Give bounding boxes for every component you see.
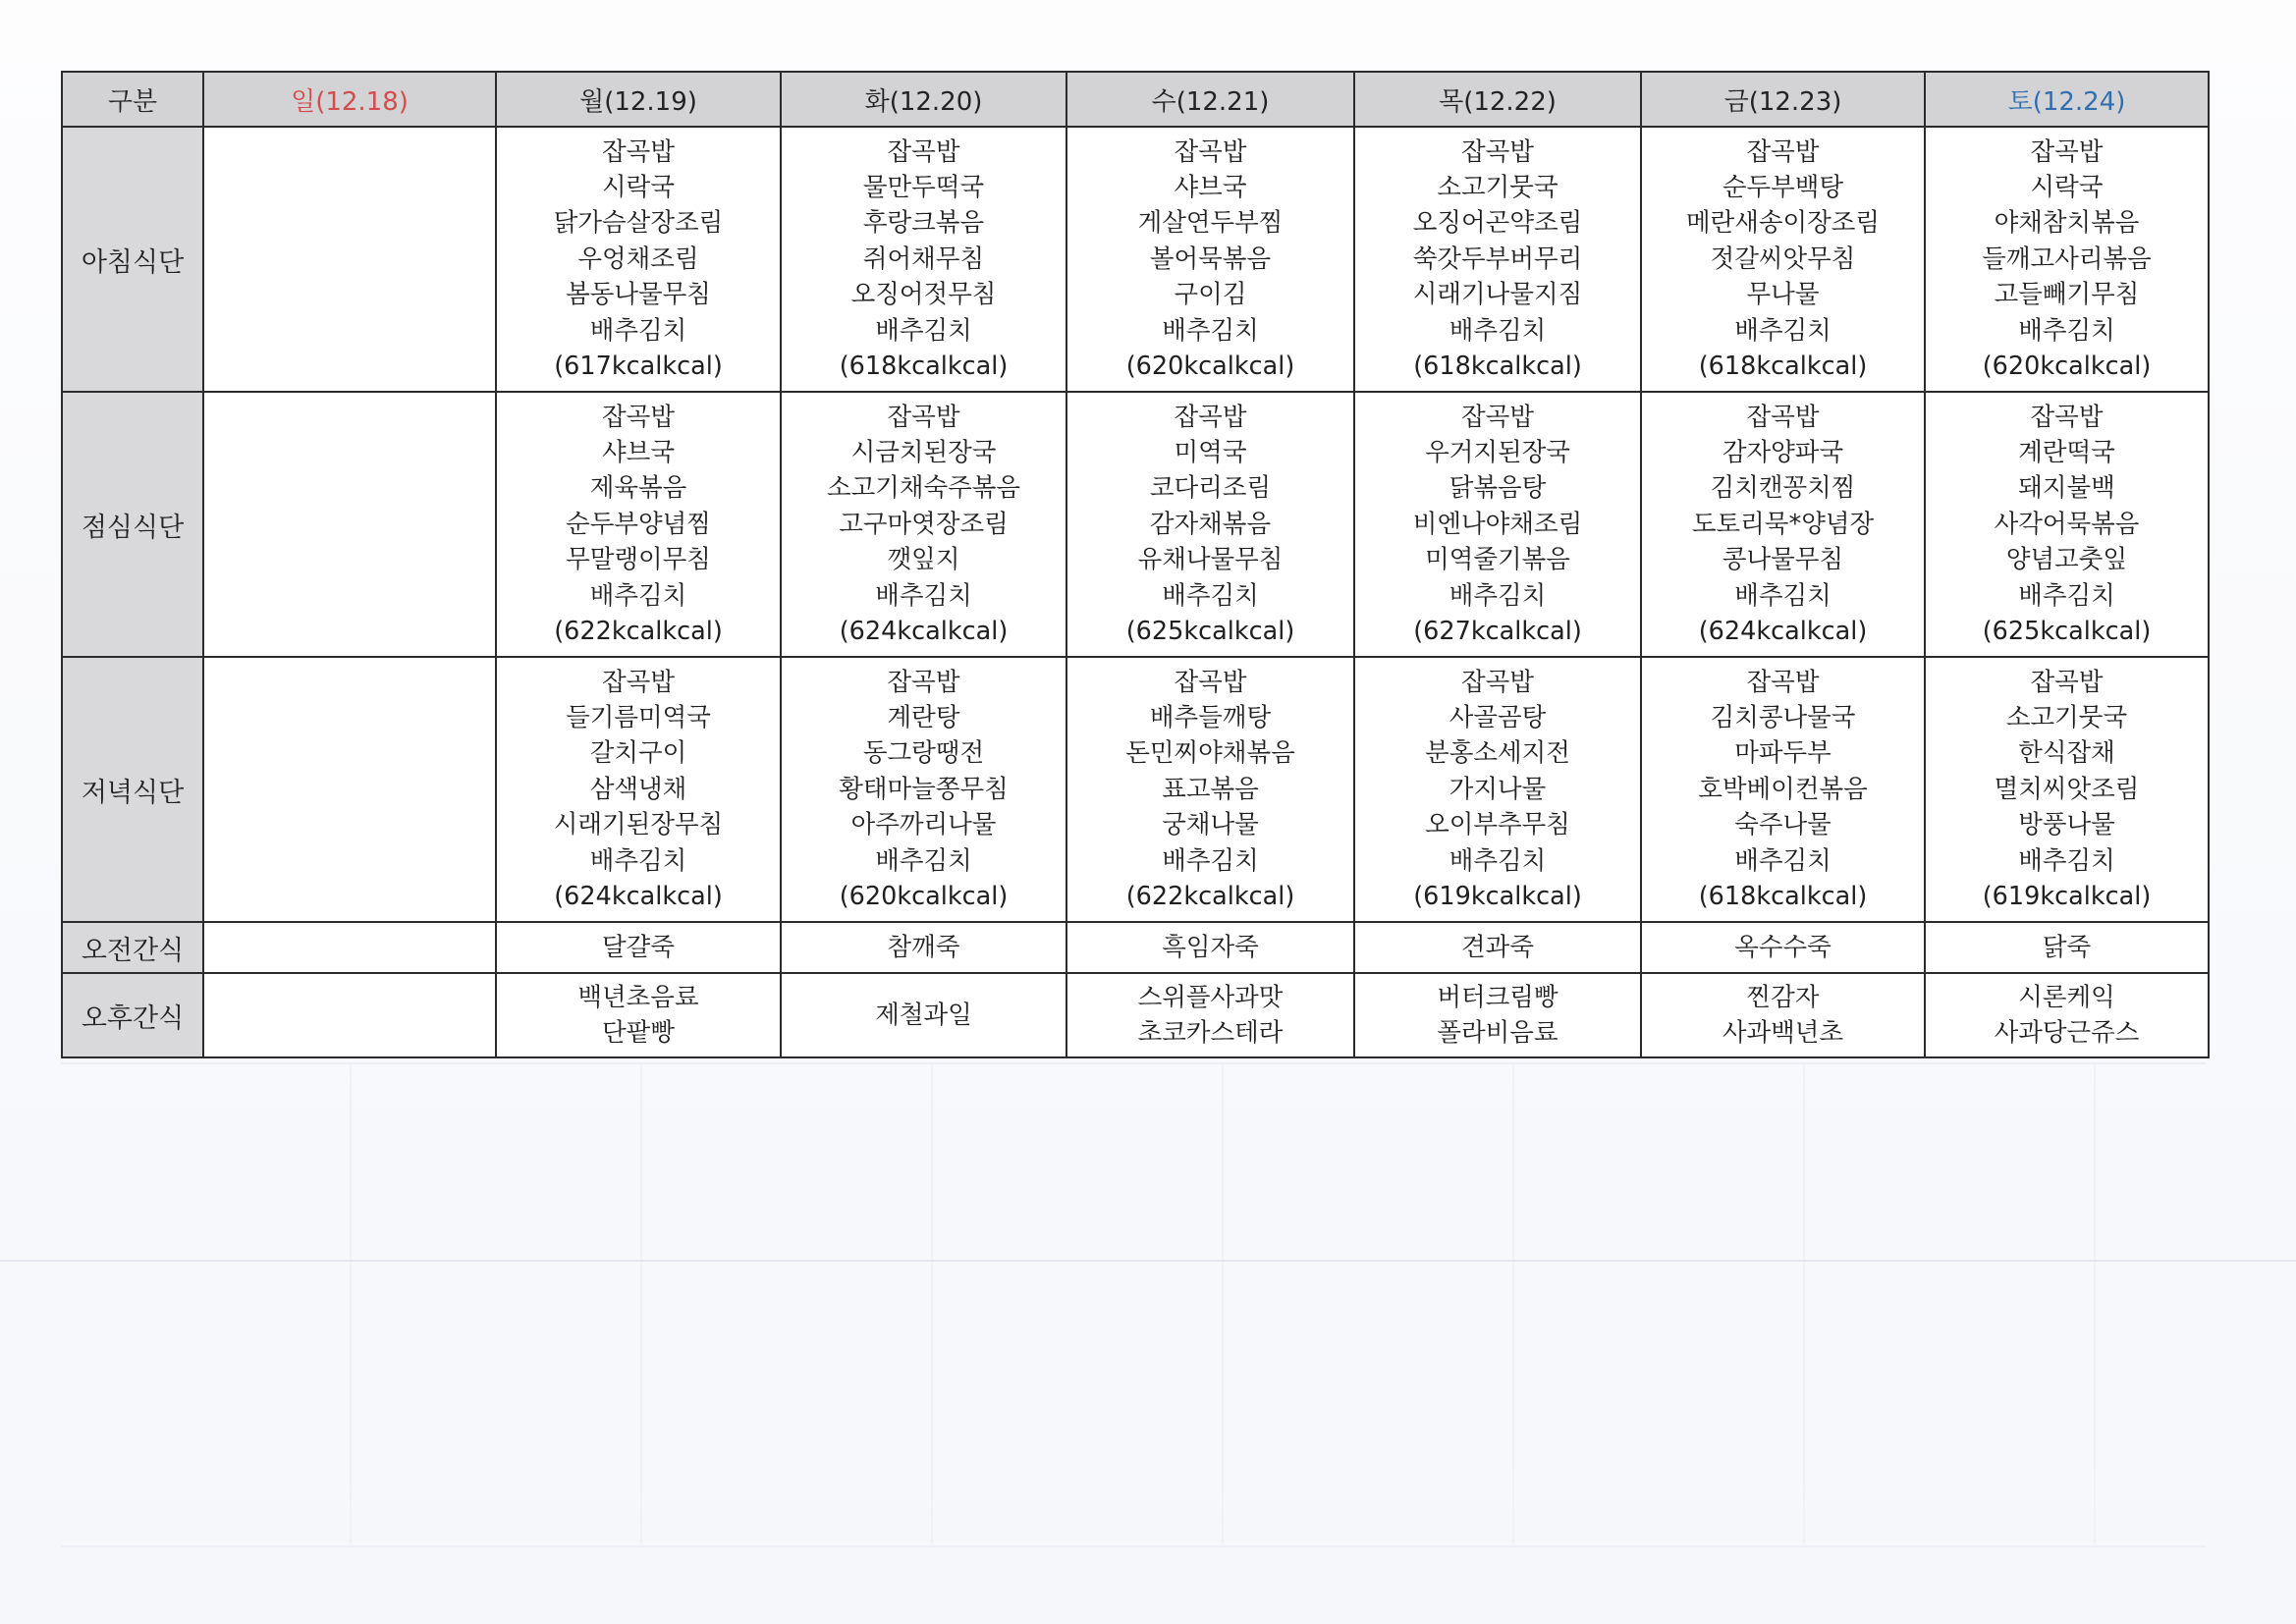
menu-item: 젓갈씨앗무침 (1710, 244, 1856, 274)
menu-item: (625kcalkcal) (1125, 617, 1295, 647)
menu-cell-sun (203, 657, 496, 922)
menu-items (497, 131, 780, 389)
menu-item: (618kcalkcal) (1698, 352, 1868, 382)
row-label: 아침식단 (62, 127, 203, 392)
menu-item: 배추김치 (589, 580, 687, 611)
menu-item: 잡곡밥 (1174, 402, 1247, 432)
menu-items (1642, 661, 1924, 919)
menu-cell-thu (1354, 973, 1641, 1057)
menu-item: 단팥빵 (602, 1018, 675, 1048)
menu-item: 배추김치 (1449, 315, 1547, 346)
menu-item: 배추김치 (1449, 845, 1547, 876)
menu-cell-wed (1066, 127, 1354, 392)
paper-fold-line (0, 1260, 2296, 1262)
menu-item: 배추김치 (875, 580, 972, 611)
menu-cell-mon (496, 127, 781, 392)
menu-items (1067, 661, 1353, 919)
menu-item: 샤브국 (1174, 172, 1247, 202)
menu-item: 우엉채조림 (577, 244, 699, 274)
menu-cell-tue (781, 922, 1066, 973)
menu-item: 들기름미역국 (566, 702, 711, 732)
menu-item: 잡곡밥 (1746, 136, 1820, 167)
menu-cell-thu (1354, 127, 1641, 392)
menu-item: (624kcalkcal) (1698, 617, 1868, 647)
menu-item: 흑임자죽 (1162, 932, 1259, 962)
menu-items (1067, 976, 1353, 1056)
menu-items (1067, 926, 1353, 969)
row-label: 오후간식 (62, 973, 203, 1057)
menu-items (782, 131, 1066, 389)
menu-item: 콩나물무침 (1722, 545, 1844, 575)
menu-cell-sun (203, 127, 496, 392)
menu-items (204, 944, 495, 951)
menu-item: 김치캔꽁치찜 (1710, 473, 1856, 504)
menu-item: 오이부추무침 (1425, 810, 1570, 840)
menu-item: (622kcalkcal) (1125, 882, 1295, 912)
menu-item: 비엔나야채조림 (1412, 509, 1583, 539)
menu-item: 잡곡밥 (1461, 667, 1534, 697)
menu-cell-mon (496, 922, 781, 973)
menu-items (204, 785, 495, 793)
menu-item: 갈치구이 (589, 738, 687, 769)
menu-item: 잡곡밥 (1461, 136, 1534, 167)
menu-item: 잡곡밥 (887, 667, 960, 697)
menu-items (782, 661, 1066, 919)
menu-cell-thu (1354, 392, 1641, 657)
menu-item: 배추김치 (1734, 580, 1831, 611)
menu-items (782, 926, 1066, 969)
menu-item: 코다리조림 (1149, 473, 1272, 504)
menu-item: 사골곰탕 (1449, 702, 1547, 732)
menu-item: 마파두부 (1734, 738, 1831, 769)
menu-item: 시락국 (602, 172, 675, 202)
menu-item: 멸치씨앗조림 (1994, 774, 2140, 804)
menu-item: 호박베이컨볶음 (1698, 774, 1868, 804)
menu-items (1926, 976, 2208, 1056)
menu-item: 들깨고사리볶음 (1982, 244, 2152, 274)
menu-item: 배추김치 (1162, 580, 1259, 611)
menu-item: (620kcalkcal) (1982, 352, 2152, 382)
menu-item: 배추김치 (875, 315, 972, 346)
menu-item: 순두부백탕 (1722, 172, 1844, 202)
menu-items (1355, 926, 1640, 969)
menu-items (497, 926, 780, 969)
menu-item: (617kcalkcal) (554, 352, 723, 382)
weekly-menu-table (61, 71, 2210, 1058)
menu-items (204, 255, 495, 263)
menu-cell-sun (203, 392, 496, 657)
menu-item: 분홍소세지전 (1425, 738, 1570, 769)
menu-item: 표고볶음 (1162, 774, 1259, 804)
menu-item: 잡곡밥 (1174, 667, 1247, 697)
menu-item: 도토리묵*양념장 (1691, 509, 1875, 539)
menu-cell-tue (781, 973, 1066, 1057)
menu-item: 사과백년초 (1722, 1018, 1844, 1048)
menu-item: (622kcalkcal) (554, 617, 723, 647)
menu-item: 찐감자 (1746, 982, 1820, 1012)
menu-cell-sat (1925, 127, 2209, 392)
menu-items (497, 661, 780, 919)
menu-item: 물만두떡국 (862, 172, 985, 202)
menu-item: 양념고춧잎 (2005, 545, 2128, 575)
menu-item: 잡곡밥 (602, 402, 675, 432)
menu-items (782, 396, 1066, 654)
menu-items (1355, 661, 1640, 919)
menu-item: 잡곡밥 (2030, 667, 2104, 697)
menu-cell-sat (1925, 657, 2209, 922)
bleed-through-table (61, 1062, 2206, 1547)
menu-item: 시론케익 (2018, 982, 2115, 1012)
menu-item: 잡곡밥 (2030, 136, 2104, 167)
menu-cell-thu (1354, 657, 1641, 922)
menu-item: 잡곡밥 (2030, 402, 2104, 432)
menu-cell-tue (781, 392, 1066, 657)
menu-items (1642, 396, 1924, 654)
menu-item: (627kcalkcal) (1413, 617, 1582, 647)
menu-items (204, 1011, 495, 1019)
menu-item: 제철과일 (875, 1000, 972, 1030)
menu-item: 메란새송이장조림 (1685, 208, 1881, 239)
menu-item: 우거지된장국 (1425, 437, 1570, 467)
menu-items (1642, 926, 1924, 969)
morning-snack-row (62, 922, 2209, 973)
menu-item: 무말랭이무침 (566, 545, 711, 575)
day-header-sun: 일(12.18) (203, 72, 496, 127)
menu-item: 배추김치 (1734, 845, 1831, 876)
menu-items (1355, 131, 1640, 389)
menu-item: 볼어묵볶음 (1149, 244, 1272, 274)
menu-item: 초코카스테라 (1137, 1018, 1284, 1048)
menu-item: (619kcalkcal) (1413, 882, 1582, 912)
menu-items (1642, 976, 1924, 1056)
day-header-fri: 금(12.23) (1641, 72, 1925, 127)
menu-item: (620kcalkcal) (839, 882, 1009, 912)
menu-item: 삼색냉채 (589, 774, 687, 804)
menu-cell-sat (1925, 392, 2209, 657)
menu-item: 순두부양념찜 (566, 509, 711, 539)
menu-item: 야채참치볶음 (1994, 208, 2140, 239)
menu-item: 닭가슴살장조림 (553, 208, 724, 239)
menu-item: 버터크림빵 (1437, 982, 1558, 1012)
menu-item: (618kcalkcal) (1413, 352, 1582, 382)
menu-item: 백년초음료 (577, 982, 699, 1012)
menu-item: 유채나물무침 (1137, 545, 1284, 575)
day-header-sat: 토(12.24) (1925, 72, 2209, 127)
menu-items (497, 396, 780, 654)
menu-cell-sun (203, 922, 496, 973)
menu-items (1926, 926, 2208, 969)
menu-item: 구이김 (1174, 280, 1247, 310)
menu-item: 닭볶음탕 (1449, 473, 1547, 504)
menu-item: 시래기된장무침 (553, 810, 724, 840)
header-row (62, 72, 2209, 127)
menu-cell-fri (1641, 973, 1925, 1057)
menu-cell-wed (1066, 392, 1354, 657)
menu-items (1926, 661, 2208, 919)
menu-items (1067, 396, 1353, 654)
menu-item: 배추김치 (589, 845, 687, 876)
menu-item: 제육볶음 (589, 473, 687, 504)
menu-item: 동그랑땡전 (862, 738, 985, 769)
menu-cell-sat (1925, 973, 2209, 1057)
menu-item: 배추김치 (2018, 580, 2115, 611)
row-label: 점심식단 (62, 392, 203, 657)
day-header-tue: 화(12.20) (781, 72, 1066, 127)
menu-item: 잡곡밥 (887, 402, 960, 432)
menu-item: 김치콩나물국 (1710, 702, 1856, 732)
menu-item: 방풍나물 (2018, 810, 2115, 840)
lunch-row (62, 392, 2209, 657)
row-label: 저녁식단 (62, 657, 203, 922)
menu-items (204, 520, 495, 528)
day-header-wed: 수(12.21) (1066, 72, 1354, 127)
menu-cell-mon (496, 657, 781, 922)
menu-item: 시금치된장국 (850, 437, 997, 467)
menu-item: (624kcalkcal) (554, 882, 723, 912)
menu-item: 달걀죽 (602, 932, 675, 962)
menu-item: 잡곡밥 (602, 667, 675, 697)
menu-item: 스위플사과맛 (1137, 982, 1284, 1012)
menu-cell-wed (1066, 657, 1354, 922)
menu-item: 배추김치 (589, 315, 687, 346)
menu-item: 돈민찌야채볶음 (1125, 738, 1295, 769)
menu-item: 견과죽 (1461, 932, 1534, 962)
menu-items (1926, 131, 2208, 389)
header-label: 구분 (62, 72, 203, 127)
menu-cell-sat (1925, 922, 2209, 973)
menu-item: 소고기뭇국 (1437, 172, 1558, 202)
menu-item: (625kcalkcal) (1982, 617, 2152, 647)
menu-item: (624kcalkcal) (839, 617, 1009, 647)
menu-item: 배추김치 (2018, 315, 2115, 346)
menu-items (1355, 976, 1640, 1056)
menu-item: 황태마늘쫑무침 (839, 774, 1009, 804)
menu-cell-mon (496, 392, 781, 657)
menu-item: 가지나물 (1449, 774, 1547, 804)
menu-item: 잡곡밥 (1746, 402, 1820, 432)
menu-item: 닭죽 (2042, 932, 2092, 962)
menu-item: 시래기나물지짐 (1412, 280, 1583, 310)
menu-item: 무나물 (1746, 280, 1820, 310)
menu-item: 쥐어채무침 (862, 244, 985, 274)
menu-item: 감자채볶음 (1149, 509, 1272, 539)
menu-cell-sun (203, 973, 496, 1057)
menu-cell-mon (496, 973, 781, 1057)
menu-item: 배추김치 (1162, 315, 1259, 346)
menu-item: 배추김치 (875, 845, 972, 876)
menu-cell-tue (781, 127, 1066, 392)
menu-item: 참깨죽 (887, 932, 960, 962)
menu-items (497, 976, 780, 1056)
row-label: 오전간식 (62, 922, 203, 973)
menu-item: 소고기뭇국 (2005, 702, 2128, 732)
menu-item: 오징어젓무침 (850, 280, 997, 310)
menu-item: 잡곡밥 (887, 136, 960, 167)
menu-item: 궁채나물 (1162, 810, 1259, 840)
menu-item: 배추김치 (1734, 315, 1831, 346)
menu-item: 사각어묵볶음 (1994, 509, 2140, 539)
menu-cell-wed (1066, 922, 1354, 973)
menu-cell-fri (1641, 657, 1925, 922)
menu-items (782, 994, 1066, 1037)
menu-item: 샤브국 (602, 437, 675, 467)
menu-items (1926, 396, 2208, 654)
menu-item: 깻잎지 (887, 545, 960, 575)
menu-item: (618kcalkcal) (839, 352, 1009, 382)
menu-cell-fri (1641, 127, 1925, 392)
menu-items (1355, 396, 1640, 654)
menu-item: 봄동나물무침 (566, 280, 711, 310)
menu-item: 옥수수죽 (1734, 932, 1831, 962)
breakfast-row (62, 127, 2209, 392)
menu-item: (618kcalkcal) (1698, 882, 1868, 912)
menu-item: 배추들깨탕 (1149, 702, 1272, 732)
day-header-thu: 목(12.22) (1354, 72, 1641, 127)
menu-item: 아주까리나물 (850, 810, 997, 840)
menu-item: 감자양파국 (1722, 437, 1844, 467)
day-header-mon: 월(12.19) (496, 72, 781, 127)
menu-item: 사과당근쥬스 (1994, 1018, 2140, 1048)
menu-item: 잡곡밥 (1746, 667, 1820, 697)
menu-item: (620kcalkcal) (1125, 352, 1295, 382)
menu-item: 배추김치 (1162, 845, 1259, 876)
menu-cell-thu (1354, 922, 1641, 973)
menu-item: 한식잡채 (2018, 738, 2115, 769)
menu-item: 잡곡밥 (1461, 402, 1534, 432)
menu-item: 고들빼기무침 (1994, 280, 2140, 310)
menu-item: 시락국 (2030, 172, 2104, 202)
menu-item: 게살연두부찜 (1137, 208, 1284, 239)
menu-cell-fri (1641, 392, 1925, 657)
menu-items (1067, 131, 1353, 389)
menu-item: 돼지불백 (2018, 473, 2115, 504)
menu-item: 계란탕 (887, 702, 960, 732)
menu-item: 계란떡국 (2018, 437, 2115, 467)
menu-item: 미역줄기볶음 (1425, 545, 1570, 575)
menu-item: 소고기채숙주볶음 (826, 473, 1021, 504)
afternoon-snack-row (62, 973, 2209, 1057)
menu-item: 고구마엿장조림 (839, 509, 1009, 539)
menu-item: 잡곡밥 (602, 136, 675, 167)
menu-item: 숙주나물 (1734, 810, 1831, 840)
menu-items (1642, 131, 1924, 389)
menu-item: 배추김치 (2018, 845, 2115, 876)
menu-item: 배추김치 (1449, 580, 1547, 611)
menu-item: 폴라비음료 (1437, 1018, 1558, 1048)
menu-cell-wed (1066, 973, 1354, 1057)
menu-item: 미역국 (1174, 437, 1247, 467)
dinner-row (62, 657, 2209, 922)
menu-item: 쑥갓두부버무리 (1412, 244, 1583, 274)
menu-item: (619kcalkcal) (1982, 882, 2152, 912)
menu-cell-tue (781, 657, 1066, 922)
menu-cell-fri (1641, 922, 1925, 973)
menu-item: 후랑크볶음 (862, 208, 985, 239)
menu-item: 오징어곤약조림 (1412, 208, 1583, 239)
menu-item: 잡곡밥 (1174, 136, 1247, 167)
